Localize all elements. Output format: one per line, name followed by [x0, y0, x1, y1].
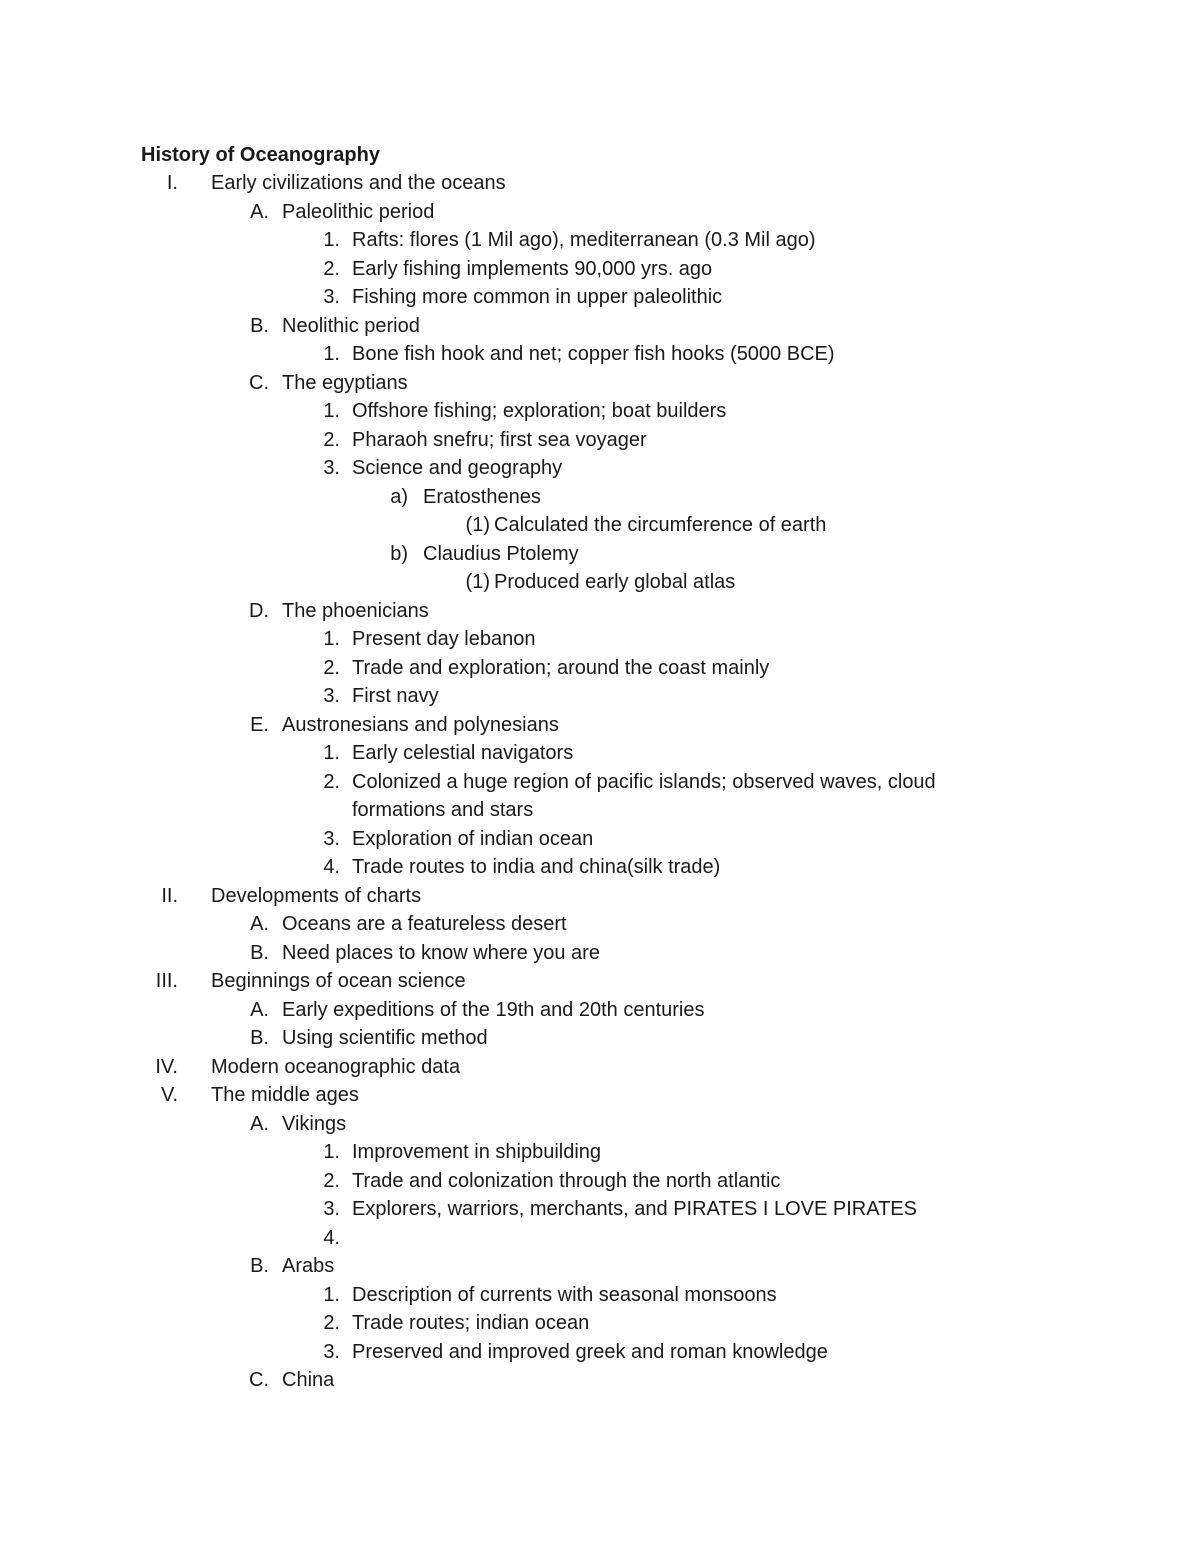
- outline-marker: 3.: [323, 827, 340, 850]
- outline-text: Early celestial navigators: [352, 742, 574, 764]
- outline-marker: a): [390, 485, 408, 508]
- outline-text: Description of currents with seasonal monsoons: [352, 1283, 777, 1306]
- outline-text: Arabs: [282, 1255, 335, 1277]
- outline-text: Preserved and improved greek and roman knowledge: [352, 1340, 828, 1363]
- outline-marker: B.: [250, 1027, 269, 1049]
- outline-marker: C.: [249, 1369, 269, 1391]
- outline-marker: 4.: [323, 856, 340, 878]
- outline-marker: 3.: [323, 685, 340, 707]
- outline-marker: B.: [250, 1255, 269, 1277]
- outline-text: Early expeditions of the 19th and 20th centuries: [282, 998, 705, 1021]
- outline-marker: 2.: [323, 428, 340, 451]
- outline-text: Explorers, warriors, merchants, and PIRATES I LOVE PIRATES: [352, 1198, 917, 1220]
- outline-marker: b): [390, 542, 408, 565]
- outline-marker: 2.: [323, 1312, 340, 1334]
- outline-marker: 3.: [323, 286, 340, 308]
- outline-marker: II.: [161, 884, 178, 907]
- outline-text: Rafts: flores (1 Mil ago), mediterranean (0.3 Mil ago): [352, 229, 816, 251]
- outline-marker: A.: [250, 998, 269, 1021]
- outline-marker: 1.: [323, 1141, 340, 1163]
- outline-text: Neolithic period: [282, 314, 420, 337]
- outline-marker: 1.: [323, 1283, 340, 1306]
- outline-text: Science and geography: [352, 457, 563, 479]
- outline-text: Improvement in shipbuilding: [352, 1141, 602, 1163]
- outline-marker: D.: [249, 599, 269, 622]
- outline-text: The phoenicians: [282, 599, 429, 622]
- outline-text: Oceans are a featureless desert: [282, 913, 567, 935]
- outline-text: Offshore fishing; exploration; boat builders: [352, 400, 727, 422]
- outline-text: Pharaoh snefru; first sea voyager: [352, 428, 647, 451]
- outline-text: The egyptians: [282, 371, 408, 394]
- outline-text: Exploration of indian ocean: [352, 827, 594, 850]
- outline-marker: 2.: [323, 770, 340, 793]
- outline-marker: B.: [250, 941, 269, 964]
- outline-text: China: [282, 1369, 335, 1391]
- outline-text: Fishing more common in upper paleolithic: [352, 286, 723, 308]
- outline-marker: A.: [250, 1112, 269, 1135]
- outline-text: Trade and exploration; around the coast mainly: [352, 656, 770, 679]
- outline-text: Modern oceanographic data: [211, 1055, 461, 1078]
- outline-text: Early civilizations and the oceans: [211, 172, 506, 194]
- outline-text: Beginnings of ocean science: [211, 970, 466, 992]
- outline-marker: 2.: [323, 656, 340, 679]
- outline-text: Trade routes; indian ocean: [352, 1312, 590, 1334]
- outline-marker: 2.: [323, 1169, 340, 1192]
- outline-text: formations and stars: [352, 799, 534, 821]
- outline-text: Colonized a huge region of pacific islands; observed waves, cloud: [352, 770, 936, 793]
- outline-text: Trade and colonization through the north atlantic: [352, 1169, 781, 1192]
- outline-marker: A.: [250, 913, 269, 935]
- outline-marker: 1.: [323, 400, 340, 422]
- outline-marker: 1.: [323, 343, 340, 365]
- outline-text: Produced early global atlas: [494, 571, 736, 593]
- outline-marker: 4.: [323, 1226, 340, 1249]
- outline-marker: IV.: [155, 1055, 178, 1078]
- outline-marker: C.: [249, 371, 269, 394]
- outline-text: Early fishing implements 90,000 yrs. ago: [352, 257, 713, 280]
- outline-marker: B.: [250, 314, 269, 337]
- outline-marker: 3.: [323, 1340, 340, 1363]
- outline-text: Calculated the circumference of earth: [494, 514, 827, 536]
- outline-marker: A.: [250, 200, 269, 223]
- outline-marker: I.: [166, 172, 178, 194]
- outline-text: Present day lebanon: [352, 628, 536, 650]
- outline-text: Using scientific method: [282, 1027, 488, 1049]
- outline-text: First navy: [352, 685, 439, 707]
- outline-marker: (1): [465, 571, 490, 593]
- outline-text: Developments of charts: [211, 884, 422, 907]
- outline-marker: 1.: [323, 229, 340, 251]
- outline-marker: 2.: [323, 257, 340, 280]
- outline-marker: III.: [155, 970, 178, 992]
- outline-text: Need places to know where you are: [282, 941, 600, 964]
- outline-text: Claudius Ptolemy: [423, 542, 579, 565]
- outline-text: Bone fish hook and net; copper fish hooks (5000 BCE): [352, 343, 835, 365]
- outline-text: Trade routes to india and china(silk trade): [352, 856, 721, 878]
- document-title: History of Oceanography: [141, 144, 380, 166]
- outline-marker: 1.: [323, 628, 340, 650]
- outline-marker: 3.: [323, 457, 340, 479]
- outline-marker: 3.: [323, 1198, 340, 1220]
- outline-text: The middle ages: [211, 1084, 359, 1106]
- outline-text: Paleolithic period: [282, 200, 435, 223]
- outline-marker: V.: [160, 1084, 178, 1106]
- outline-marker: 1.: [323, 742, 340, 764]
- outline-text: Eratosthenes: [423, 485, 541, 508]
- outline-marker: (1): [465, 514, 490, 536]
- outline-text: Austronesians and polynesians: [282, 713, 559, 736]
- outline-marker: E.: [250, 713, 269, 736]
- outline-text: Vikings: [282, 1112, 347, 1135]
